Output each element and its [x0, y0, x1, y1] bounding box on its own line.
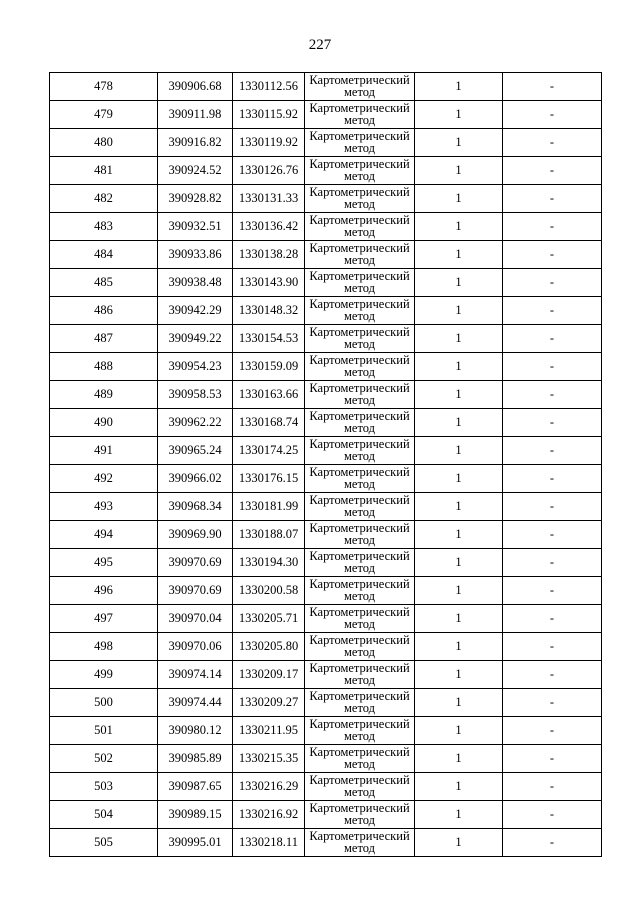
accuracy-cell: 1 — [415, 101, 503, 129]
description-cell: - — [503, 521, 602, 549]
description-cell: - — [503, 717, 602, 745]
method-line-1: Картометрический — [309, 549, 410, 563]
x-coordinate-cell: 390933.86 — [158, 241, 233, 269]
y-coordinate-cell: 1330112.56 — [233, 73, 305, 101]
method-line-1: Картометрический — [309, 269, 410, 283]
y-coordinate-cell: 1330218.11 — [233, 829, 305, 857]
method-line-1: Картометрический — [309, 493, 410, 507]
description-cell: - — [503, 773, 602, 801]
method-line-1: Картометрический — [309, 605, 410, 619]
method-line-1: Картометрический — [309, 157, 410, 171]
description-cell: - — [503, 101, 602, 129]
y-coordinate-cell: 1330209.17 — [233, 661, 305, 689]
point-number-cell: 500 — [50, 689, 158, 717]
accuracy-cell: 1 — [415, 73, 503, 101]
method-line-2: метод — [343, 533, 375, 547]
y-coordinate-cell: 1330138.28 — [233, 241, 305, 269]
description-cell: - — [503, 241, 602, 269]
y-coordinate-cell: 1330148.32 — [233, 297, 305, 325]
method-line-1: Картометрический — [309, 633, 410, 647]
x-coordinate-cell: 390969.90 — [158, 521, 233, 549]
description-cell: - — [503, 297, 602, 325]
method-cell — [305, 213, 415, 241]
accuracy-cell: 1 — [415, 381, 503, 409]
method-cell — [305, 157, 415, 185]
table-row — [50, 353, 602, 381]
point-number-cell: 499 — [50, 661, 158, 689]
point-number-cell: 483 — [50, 213, 158, 241]
method-cell — [305, 73, 415, 101]
x-coordinate-cell: 390970.04 — [158, 605, 233, 633]
point-number-cell: 487 — [50, 325, 158, 353]
x-coordinate-cell: 390974.44 — [158, 689, 233, 717]
method-line-2: метод — [343, 589, 375, 603]
method-line-1: Картометрический — [309, 185, 410, 199]
method-line-2: метод — [343, 617, 375, 631]
description-cell: - — [503, 577, 602, 605]
accuracy-cell: 1 — [415, 717, 503, 745]
table-row — [50, 717, 602, 745]
method-cell — [305, 829, 415, 857]
x-coordinate-cell: 390980.12 — [158, 717, 233, 745]
y-coordinate-cell: 1330174.25 — [233, 437, 305, 465]
method-line-1: Картометрический — [309, 577, 410, 591]
method-line-2: метод — [343, 421, 375, 435]
table-row — [50, 409, 602, 437]
y-coordinate-cell: 1330159.09 — [233, 353, 305, 381]
method-line-2: метод — [343, 645, 375, 659]
table-row — [50, 465, 602, 493]
description-cell: - — [503, 157, 602, 185]
point-number-cell: 479 — [50, 101, 158, 129]
accuracy-cell: 1 — [415, 661, 503, 689]
accuracy-cell: 1 — [415, 689, 503, 717]
method-line-1: Картометрический — [309, 381, 410, 395]
coordinates-table — [49, 72, 602, 857]
y-coordinate-cell: 1330188.07 — [233, 521, 305, 549]
method-cell — [305, 801, 415, 829]
method-line-1: Картометрический — [309, 101, 410, 115]
method-cell — [305, 633, 415, 661]
point-number-cell: 482 — [50, 185, 158, 213]
table-row — [50, 577, 602, 605]
method-line-2: метод — [343, 393, 375, 407]
method-line-2: метод — [343, 505, 375, 519]
method-line-1: Картометрический — [309, 521, 410, 535]
table-row — [50, 297, 602, 325]
accuracy-cell: 1 — [415, 157, 503, 185]
method-cell — [305, 381, 415, 409]
method-cell — [305, 297, 415, 325]
y-coordinate-cell: 1330176.15 — [233, 465, 305, 493]
method-line-1: Картометрический — [309, 829, 410, 843]
point-number-cell: 503 — [50, 773, 158, 801]
description-cell: - — [503, 829, 602, 857]
method-line-2: метод — [343, 141, 375, 155]
accuracy-cell: 1 — [415, 297, 503, 325]
point-number-cell: 493 — [50, 493, 158, 521]
method-line-1: Картометрический — [309, 297, 410, 311]
point-number-cell: 494 — [50, 521, 158, 549]
method-cell — [305, 521, 415, 549]
point-number-cell: 501 — [50, 717, 158, 745]
point-number-cell: 485 — [50, 269, 158, 297]
method-cell — [305, 717, 415, 745]
coordinates-table-body — [50, 73, 602, 857]
description-cell: - — [503, 633, 602, 661]
method-cell — [305, 689, 415, 717]
method-line-1: Картометрический — [309, 689, 410, 703]
table-row — [50, 773, 602, 801]
accuracy-cell: 1 — [415, 353, 503, 381]
y-coordinate-cell: 1330143.90 — [233, 269, 305, 297]
method-line-2: метод — [343, 673, 375, 687]
accuracy-cell: 1 — [415, 129, 503, 157]
x-coordinate-cell: 390968.34 — [158, 493, 233, 521]
x-coordinate-cell: 390924.52 — [158, 157, 233, 185]
y-coordinate-cell: 1330119.92 — [233, 129, 305, 157]
method-line-2: метод — [343, 701, 375, 715]
y-coordinate-cell: 1330131.33 — [233, 185, 305, 213]
method-line-1: Картометрический — [309, 661, 410, 675]
x-coordinate-cell: 390962.22 — [158, 409, 233, 437]
table-row — [50, 129, 602, 157]
x-coordinate-cell: 390987.65 — [158, 773, 233, 801]
table-row — [50, 185, 602, 213]
accuracy-cell: 1 — [415, 465, 503, 493]
x-coordinate-cell: 390932.51 — [158, 213, 233, 241]
x-coordinate-cell: 390954.23 — [158, 353, 233, 381]
point-number-cell: 488 — [50, 353, 158, 381]
accuracy-cell: 1 — [415, 549, 503, 577]
method-cell — [305, 325, 415, 353]
y-coordinate-cell: 1330154.53 — [233, 325, 305, 353]
method-line-1: Картометрический — [309, 325, 410, 339]
method-line-2: метод — [343, 253, 375, 267]
point-number-cell: 490 — [50, 409, 158, 437]
method-cell — [305, 437, 415, 465]
method-line-1: Картометрический — [309, 409, 410, 423]
x-coordinate-cell: 390989.15 — [158, 801, 233, 829]
description-cell: - — [503, 801, 602, 829]
method-line-2: метод — [343, 729, 375, 743]
table-row — [50, 101, 602, 129]
table-row — [50, 157, 602, 185]
table-row — [50, 325, 602, 353]
table-row — [50, 521, 602, 549]
point-number-cell: 481 — [50, 157, 158, 185]
y-coordinate-cell: 1330216.29 — [233, 773, 305, 801]
point-number-cell: 491 — [50, 437, 158, 465]
accuracy-cell: 1 — [415, 185, 503, 213]
method-line-2: метод — [343, 169, 375, 183]
accuracy-cell: 1 — [415, 437, 503, 465]
description-cell: - — [503, 185, 602, 213]
point-number-cell: 502 — [50, 745, 158, 773]
table-row — [50, 241, 602, 269]
description-cell: - — [503, 689, 602, 717]
method-line-2: метод — [343, 225, 375, 239]
accuracy-cell: 1 — [415, 213, 503, 241]
description-cell: - — [503, 213, 602, 241]
table-row — [50, 381, 602, 409]
method-cell — [305, 101, 415, 129]
table-row — [50, 73, 602, 101]
description-cell: - — [503, 73, 602, 101]
x-coordinate-cell: 390942.29 — [158, 297, 233, 325]
method-line-2: метод — [343, 561, 375, 575]
y-coordinate-cell: 1330126.76 — [233, 157, 305, 185]
method-cell — [305, 605, 415, 633]
point-number-cell: 492 — [50, 465, 158, 493]
x-coordinate-cell: 390916.82 — [158, 129, 233, 157]
point-number-cell: 486 — [50, 297, 158, 325]
method-line-1: Картометрический — [309, 73, 410, 87]
accuracy-cell: 1 — [415, 633, 503, 661]
x-coordinate-cell: 390985.89 — [158, 745, 233, 773]
description-cell: - — [503, 129, 602, 157]
method-line-1: Картометрический — [309, 213, 410, 227]
point-number-cell: 495 — [50, 549, 158, 577]
point-number-cell: 505 — [50, 829, 158, 857]
accuracy-cell: 1 — [415, 241, 503, 269]
x-coordinate-cell: 390970.69 — [158, 577, 233, 605]
method-cell — [305, 493, 415, 521]
y-coordinate-cell: 1330168.74 — [233, 409, 305, 437]
description-cell: - — [503, 549, 602, 577]
method-line-2: метод — [343, 281, 375, 295]
table-row — [50, 437, 602, 465]
y-coordinate-cell: 1330181.99 — [233, 493, 305, 521]
description-cell: - — [503, 269, 602, 297]
method-cell — [305, 269, 415, 297]
description-cell: - — [503, 493, 602, 521]
method-cell — [305, 129, 415, 157]
accuracy-cell: 1 — [415, 409, 503, 437]
description-cell: - — [503, 381, 602, 409]
method-line-2: метод — [343, 449, 375, 463]
table-row — [50, 689, 602, 717]
x-coordinate-cell: 390965.24 — [158, 437, 233, 465]
y-coordinate-cell: 1330215.35 — [233, 745, 305, 773]
accuracy-cell: 1 — [415, 801, 503, 829]
table-row — [50, 269, 602, 297]
table-row — [50, 829, 602, 857]
x-coordinate-cell: 390949.22 — [158, 325, 233, 353]
x-coordinate-cell: 390995.01 — [158, 829, 233, 857]
point-number-cell: 497 — [50, 605, 158, 633]
x-coordinate-cell: 390911.98 — [158, 101, 233, 129]
point-number-cell: 484 — [50, 241, 158, 269]
method-cell — [305, 773, 415, 801]
y-coordinate-cell: 1330205.80 — [233, 633, 305, 661]
y-coordinate-cell: 1330194.30 — [233, 549, 305, 577]
method-line-2: метод — [343, 309, 375, 323]
description-cell: - — [503, 353, 602, 381]
table-row — [50, 213, 602, 241]
method-cell — [305, 745, 415, 773]
method-line-1: Картометрический — [309, 745, 410, 759]
method-line-2: метод — [343, 113, 375, 127]
description-cell: - — [503, 437, 602, 465]
method-line-1: Картометрический — [309, 773, 410, 787]
page-number: 227 — [308, 37, 332, 53]
table-row — [50, 661, 602, 689]
y-coordinate-cell: 1330205.71 — [233, 605, 305, 633]
x-coordinate-cell: 390966.02 — [158, 465, 233, 493]
method-line-2: метод — [343, 85, 375, 99]
point-number-cell: 496 — [50, 577, 158, 605]
x-coordinate-cell: 390938.48 — [158, 269, 233, 297]
method-line-2: метод — [343, 785, 375, 799]
x-coordinate-cell: 390974.14 — [158, 661, 233, 689]
accuracy-cell: 1 — [415, 773, 503, 801]
accuracy-cell: 1 — [415, 577, 503, 605]
point-number-cell: 504 — [50, 801, 158, 829]
method-cell — [305, 353, 415, 381]
method-line-1: Картометрический — [309, 465, 410, 479]
point-number-cell: 480 — [50, 129, 158, 157]
method-line-2: метод — [343, 477, 375, 491]
x-coordinate-cell: 390928.82 — [158, 185, 233, 213]
method-cell — [305, 409, 415, 437]
table-row — [50, 605, 602, 633]
point-number-cell: 489 — [50, 381, 158, 409]
y-coordinate-cell: 1330115.92 — [233, 101, 305, 129]
accuracy-cell: 1 — [415, 493, 503, 521]
table-row — [50, 493, 602, 521]
method-cell — [305, 577, 415, 605]
method-line-1: Картометрический — [309, 129, 410, 143]
accuracy-cell: 1 — [415, 829, 503, 857]
point-number-cell: 498 — [50, 633, 158, 661]
description-cell: - — [503, 745, 602, 773]
accuracy-cell: 1 — [415, 269, 503, 297]
method-cell — [305, 465, 415, 493]
table-row — [50, 801, 602, 829]
y-coordinate-cell: 1330211.95 — [233, 717, 305, 745]
method-cell — [305, 549, 415, 577]
x-coordinate-cell: 390958.53 — [158, 381, 233, 409]
x-coordinate-cell: 390970.69 — [158, 549, 233, 577]
accuracy-cell: 1 — [415, 521, 503, 549]
y-coordinate-cell: 1330216.92 — [233, 801, 305, 829]
description-cell: - — [503, 661, 602, 689]
method-line-2: метод — [343, 841, 375, 855]
table-row — [50, 633, 602, 661]
method-cell — [305, 661, 415, 689]
accuracy-cell: 1 — [415, 325, 503, 353]
method-line-2: метод — [343, 197, 375, 211]
x-coordinate-cell: 390906.68 — [158, 73, 233, 101]
table-row — [50, 549, 602, 577]
description-cell: - — [503, 605, 602, 633]
method-line-1: Картометрический — [309, 241, 410, 255]
accuracy-cell: 1 — [415, 605, 503, 633]
method-cell — [305, 241, 415, 269]
method-line-2: метод — [343, 365, 375, 379]
method-line-1: Картометрический — [309, 717, 410, 731]
description-cell: - — [503, 325, 602, 353]
method-cell — [305, 185, 415, 213]
method-line-1: Картометрический — [309, 801, 410, 815]
description-cell: - — [503, 465, 602, 493]
y-coordinate-cell: 1330200.58 — [233, 577, 305, 605]
x-coordinate-cell: 390970.06 — [158, 633, 233, 661]
method-line-2: метод — [343, 337, 375, 351]
method-line-1: Картометрический — [309, 437, 410, 451]
y-coordinate-cell: 1330163.66 — [233, 381, 305, 409]
accuracy-cell: 1 — [415, 745, 503, 773]
description-cell: - — [503, 409, 602, 437]
method-line-2: метод — [343, 813, 375, 827]
table-row — [50, 745, 602, 773]
method-line-1: Картометрический — [309, 353, 410, 367]
y-coordinate-cell: 1330136.42 — [233, 213, 305, 241]
y-coordinate-cell: 1330209.27 — [233, 689, 305, 717]
method-line-2: метод — [343, 757, 375, 771]
point-number-cell: 478 — [50, 73, 158, 101]
